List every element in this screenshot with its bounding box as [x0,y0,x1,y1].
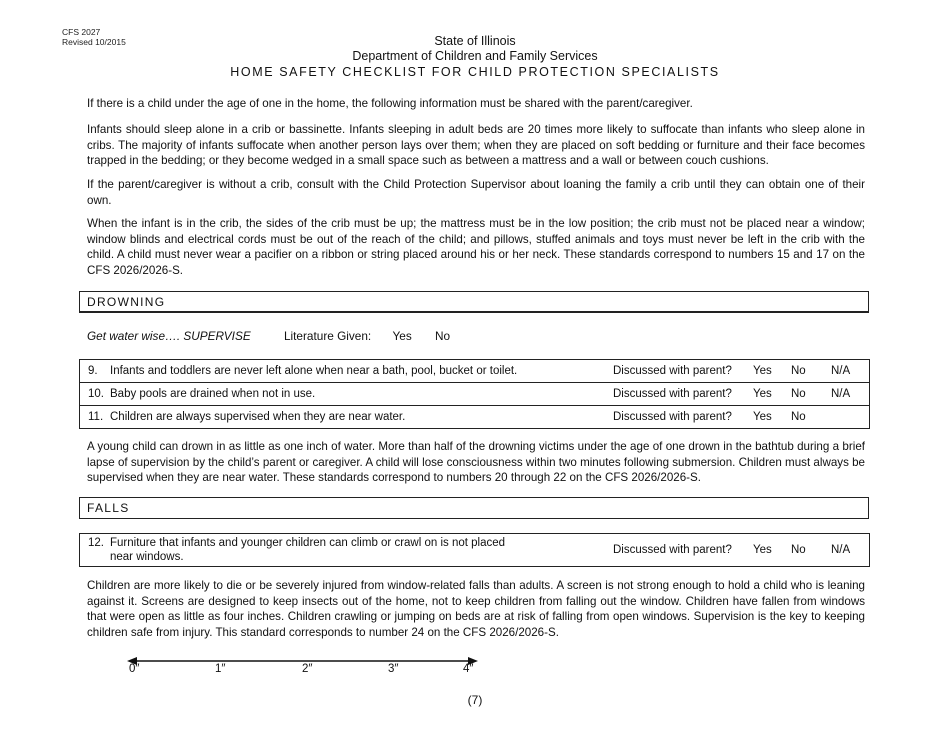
item-number: 11. [88,411,104,423]
intro-paragraph-3: If the parent/caregiver is without a crib, consult with the Child Protection Supervisor about loaning the family a crib until they can obtain one of their own. [87,178,865,207]
checklist-row [80,406,870,429]
na-option[interactable]: N/A [823,360,870,383]
item-description: Children are always supervised when they are near water. [110,411,406,423]
item-text [80,383,609,406]
header-department: Department of Children and Family Services [352,49,598,63]
na-option [823,406,870,429]
drowning-checklist-table [79,359,870,429]
intro-paragraph-4: When the infant is in the crib, the sides of the crib must be up; the mattress must be in the low position; the crib must not be placed near a window; window blinds and electrical cords must be out of the reach of the child; and pillows, stuffed animals and toys must never be left in the crib with the child. A child must never wear a pacifier on a ribbon or string placed around his or her neck. These standards correspond to numbers 15 and 17 on the CFS 2026/2026-S. [87,217,865,277]
ruler-label-0: 0″ [129,663,140,675]
literature-row [87,329,450,343]
yes-option[interactable]: Yes [745,360,783,383]
falls-note: Children are more likely to die or be severely injured from window-related falls than adults. A screen is not strong enough to hold a child who is leaning against it. Screens are designed to keep insects out of the home, not to keep children from falling out the window. Children have fallen from windows that were open as little as four inches. Children crawling or jumping on beds are at risk of falling from open windows. Supervision is the key to keeping children safe from injury. This standard corresponds to number 24 on the CFS 2026/2026-S. [87,579,865,639]
intro-paragraph-2: Infants should sleep alone in a crib or bassinette. Infants sleeping in adult beds are 20 times more likely to suffocate than infants who sleep alone in cribs. The majority of infants suffocate when another person lays over them; when they are placed on soft bedding or furniture and their face becomes trapped in the bedding; or they become wedged in a small space such as between a mattress and a wall or between couch cushions. [87,123,865,167]
item-description-line-2: near windows. [110,551,184,563]
checklist-row [80,383,870,406]
no-option[interactable]: No [783,383,823,406]
discussed-label: Discussed with parent? [608,534,745,567]
item-description: Infants and toddlers are never left alone when near a bath, pool, bucket or toilet. [110,365,518,377]
discussed-label: Discussed with parent? [608,383,745,406]
form-number: CFS 2027 [62,27,101,37]
header-state: State of Illinois [434,34,516,48]
item-number: 12. [88,537,104,549]
intro-paragraph-1: If there is a child under the age of one in the home, the following information must be shared with the parent/caregiver. [87,97,693,110]
falls-checklist-table [79,533,870,567]
supervise-label: Get water wise…. SUPERVISE [87,329,251,343]
ruler-label-2: 2″ [302,663,313,675]
form-revision: Revised 10/2015 [62,37,126,47]
ruler-label-1: 1″ [215,663,226,675]
no-option[interactable]: No [783,406,823,429]
section-falls-heading: FALLS [79,497,869,519]
item-number: 9. [88,365,98,377]
page-number: (7) [467,693,483,707]
drowning-note: A young child can drown in as little as one inch of water. More than half of the drowning victims under the age of one drown in the bathtub during a brief lapse of supervision by the child’s parent or caregiver. A child will lose consciousness within two minutes following submersion. Children must always be supervised when they are near water. These standards correspond to numbers 20 through 22 on the CFS 2026/2026-S. [87,440,865,484]
discussed-label: Discussed with parent? [608,360,745,383]
literature-given-label: Literature Given: [283,329,372,343]
item-description-line-1: Furniture that infants and younger children can climb or crawl on is not placed [110,537,506,549]
ruler-label-3: 3″ [388,663,399,675]
yes-option[interactable]: Yes [745,383,783,406]
ruler-label-4: 4″ [463,663,474,675]
na-option[interactable]: N/A [823,534,870,567]
yes-option[interactable]: Yes [745,534,783,567]
item-number: 10. [88,388,104,400]
page-title: HOME SAFETY CHECKLIST FOR CHILD PROTECTION SPECIALISTS [230,65,720,79]
discussed-label: Discussed with parent? [608,406,745,429]
na-option[interactable]: N/A [823,383,870,406]
no-option[interactable]: No [783,360,823,383]
no-option[interactable]: No [783,534,823,567]
yes-option[interactable]: Yes [745,406,783,429]
item-text [80,360,609,383]
item-description: Baby pools are drained when not in use. [110,388,316,400]
item-text [80,534,609,567]
literature-yes-option[interactable]: Yes [392,329,412,343]
section-drowning-heading: DROWNING [79,291,869,313]
literature-no-option[interactable]: No [435,329,451,343]
item-text [80,406,609,429]
checklist-row [80,360,870,383]
checklist-row [80,534,870,567]
